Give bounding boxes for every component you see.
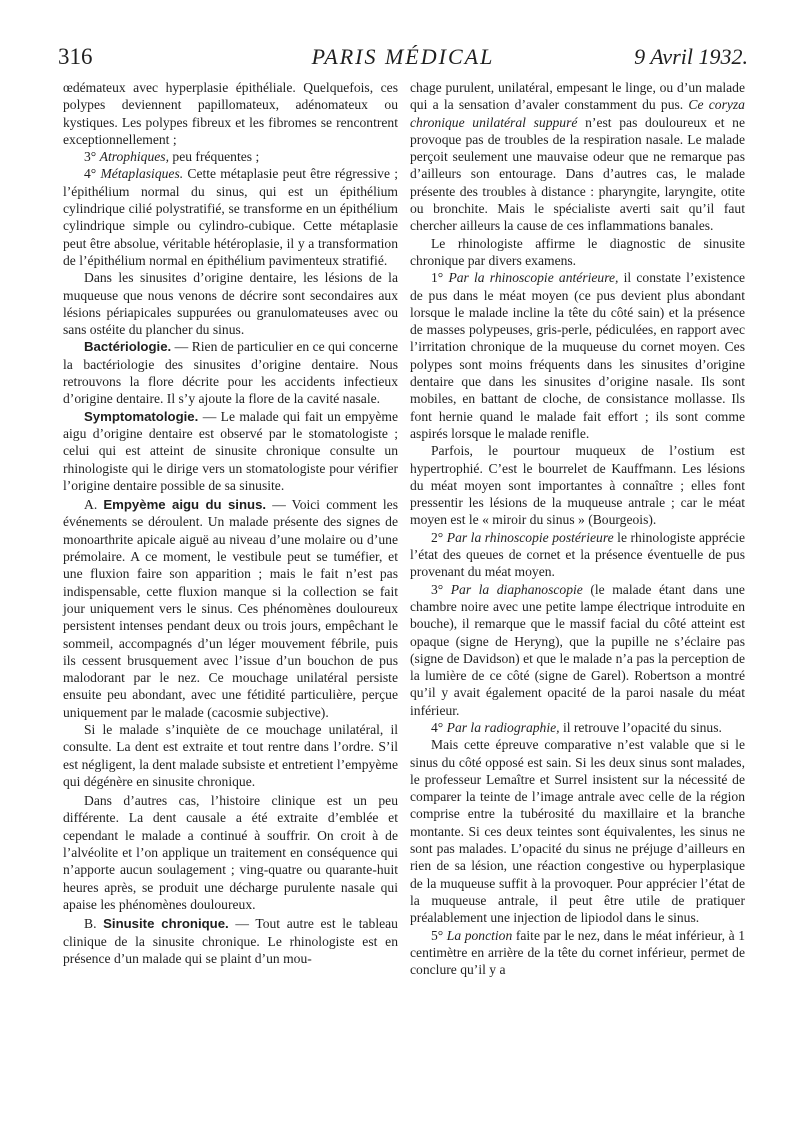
paragraph <box>63 165 398 269</box>
subsection-label: B. <box>84 916 97 932</box>
paragraph-text: — Tout autre est le tableau clinique de la sinusite chronique. Le rhinologiste est en présence d’un malade qui se plaint d’un mou- <box>63 916 398 966</box>
subsection-paragraph <box>63 915 398 967</box>
section-paragraph <box>63 408 398 494</box>
term: Par la rhinoscopie antérieure, <box>448 270 619 286</box>
subsection-heading: Sinusite chronique. <box>103 916 229 932</box>
subsection-paragraph <box>63 496 398 721</box>
paragraph-text: peu fréquentes ; <box>172 149 260 165</box>
paragraph-text: — Le malade qui fait un empyème aigu d’origine dentaire est observé par le stomatologiste ; celui qui est atteint de sinusite chronique consulte un rhinologiste qui le dirige vers un stomatologiste pour vérifier l’origine dentaire possible de sa sinusite. <box>63 408 398 493</box>
subsection-label: A. <box>84 497 98 513</box>
list-number: 5° <box>431 927 444 943</box>
list-number: 3° <box>431 581 444 597</box>
issue-date: 9 Avril 1932. <box>634 44 748 69</box>
paragraph <box>410 269 745 442</box>
list-number: 4° <box>431 719 444 735</box>
list-number: 2° <box>431 529 444 545</box>
paragraph-text: il retrouve l’opacité du sinus. <box>562 719 722 735</box>
paragraph: Mais cette épreuve comparative n’est valable que si le sinus du côté opposé est sain. Si les deux sinus sont malades, le professeur Lemaître et Surrel insistent sur la nécessité de comparer la teinte de l’image antrale avec celle de la région comprise entre la tubérosité du maxillaire et la branche montante. Si ces deux teintes sont équivalentes, les sinus ne sont pas malades. L’opacité du sinus ne préjuge d’ailleurs en rien de sa lésion, une réaction congestive ou hyperplasique de la muqueuse suffit à la provoquer. Pour apprécier l’état de la muqueuse antrale, il peut être utile de pratiquer préalablement une injection de lipiodol dans le sinus. <box>410 737 745 926</box>
section-paragraph <box>63 338 398 407</box>
emphasis: Ce coryza chronique unilatéral suppuré <box>410 97 745 130</box>
page-number: 316 <box>58 44 93 69</box>
term: Métaplasiques. <box>100 166 184 182</box>
paragraph-text: — Voici comment les événements se déroulent. Un malade présente des signes de monoarthrite apicale aiguë au niveau d’une molaire ou d’une prémolaire. A ce moment, le vestibule peut se tuméfier, et une fluxion faire son apparition ; mais le fait n’est pas indispensable, cette fluxion manque si la collection se fait jour uniquement vers le sinus. Ces phénomènes douloureux persistent intenses pendant deux ou trois jours, empêchant le sommeil, accompagnés d’un léger mouvement fébrile, puis ils cessent brusquement avec l’issue d’un bouchon de pus malodorant par le nez. Ce mouchage unilatéral persiste ensuite peu abondant, avec une fétidité particulière, perçue uniquement par le malade (cacosmie subjective). <box>63 497 398 720</box>
paragraph <box>410 581 745 719</box>
list-number: 1° <box>431 270 444 286</box>
term: Par la rhinoscopie postérieure <box>446 529 614 545</box>
list-number: 3° <box>84 149 97 165</box>
paragraph-text: (le malade étant dans une chambre noire avec une petite lampe électrique introduite en bouche), il remarque que le massif facial du côté atteint est opaque (signe de Heryng), que la pupille ne s’éclaire pas (signe de Davidson) et que le malade n’a pas la perception de la lumière de ce côté (signe de Garel). Robertson a montré qu’il y avait également opacité de la paroi nasale du méat inférieur. <box>410 581 745 718</box>
list-number: 4° <box>84 166 97 182</box>
paragraph <box>410 529 745 581</box>
term: La ponction <box>446 927 513 943</box>
running-header <box>58 44 748 74</box>
section-heading: Bactériologie. <box>84 339 172 355</box>
paragraph: Dans les sinusites d’origine dentaire, les lésions de la muqueuse que nous venons de décrire sont secondaires aux lésions périapicales suppurées ou granulomateuses avec ou sans ostéite du plancher du sinus. <box>63 270 398 338</box>
paragraph-text: n’est pas douloureux et ne provoque pas de troubles de la respiration nasale. Le malade perçoit seulement une mauvaise odeur que ne remarque pas d’ailleurs son entourage. Dans d’autres cas, le malade présente des troubles à distance : pharyngite, laryngite, otite ou bronchite. Mais le spécialiste averti sait qu’il faut chercher ailleurs la cause de ces inflammations banales. <box>410 114 745 234</box>
paragraph-text: Cette métaplasie peut être régressive ; l’épithélium normal du sinus, qui est un épithélium cylindrique cilié polystratifié, se transforme en un épithélium cylindrique simple ou cylindro-cubique. Cette métaplasie peut être absolue, véritable hétéroplasie, il y a transformation de l’épithélium normal en épithélium pavimenteux stratifié. <box>63 166 398 268</box>
subsection-heading: Empyème aigu du sinus. <box>103 497 267 513</box>
paragraph-text: il constate l’existence de pus dans le méat moyen (ce pus devient plus abondant lorsque le malade incline la tête du côté sain) et la présence de masses polypeuses, gris-perle, pédiculées, en rapport avec l’irritation chronique de la muqueuse du cornet moyen. Ces polypes sont moins fréquents dans les sinusites d’origine dentaire que dans les sinusites d’origine nasale. Ils sont mobiles, en battant de cloche, de consistance mollasse. Ils font hernie quand le malade fait effort ; ils sont comme aspirés lorsque le malade renifle. <box>410 270 746 441</box>
paragraph <box>63 148 398 165</box>
left-column <box>63 79 398 967</box>
paragraph: Parfois, le pourtour muqueux de l’ostium est hypertrophié. C’est le bourrelet de Kauffmann. Les lésions du méat moyen sont importantes à connaître ; elles font pressentir les lésions de la muqueuse antrale ; car le méat moyen est le « miroir du sinus » (Bourgeois). <box>410 443 745 528</box>
paragraph: Si le malade s’inquiète de ce mouchage unilatéral, il consulte. La dent est extraite et tout rentre dans l’ordre. S’il est négligent, la dent malade subsiste et entretient l’empyème qui dégénère en sinusite chronique. <box>63 721 398 789</box>
paragraph-text: le rhinologiste apprécie l’état des queues de cornet et la présence éventuelle de pus provenant du méat moyen. <box>410 529 745 580</box>
paragraph: Le rhinologiste affirme le diagnostic de sinusite chronique par divers examens. <box>410 235 745 268</box>
paragraph-text: — Rien de particulier en ce qui concerne la bactériologie des sinusites d’origine dentaire. Nous retrouvons la flore décrite pour les accidents infectieux d’origine dentaire. Il s’y ajoute la flore de la cavité nasale. <box>63 339 398 407</box>
journal-title: PARIS MÉDICAL <box>311 44 495 69</box>
section-heading: Symptomatologie. <box>84 408 199 424</box>
term: Par la radiographie, <box>446 719 560 735</box>
paragraph-text: faite par le nez, dans le méat inférieur, à 1 centimètre en arrière de la tête du cornet inférieur, permet de conclure qu’il y a <box>410 927 746 978</box>
paragraph <box>410 927 745 979</box>
term: Par la diaphanoscopie <box>450 581 583 597</box>
term: Atrophiques, <box>99 149 169 165</box>
right-column <box>410 79 745 978</box>
paragraph <box>410 719 745 736</box>
paragraph-text: chage purulent, unilatéral, empesant le linge, ou d’un malade qui a la sensation d’avaler constamment du pus. <box>410 80 745 113</box>
paragraph: Dans d’autres cas, l’histoire clinique est un peu différente. La dent causale a été extraite d’emblée et cependant le malade a continué à souffrir. On croit à de l’alvéolite et l’on applique un traitement en conséquence qui n’apporte aucun soulagement ; ving-quatre ou quarante-huit heures après, se produit une décharge purulente nasale qui apaise les phénomènes douloureux. <box>63 793 398 912</box>
paragraph <box>410 79 745 235</box>
paragraph: œdémateux avec hyperplasie épithéliale. Quelquefois, ces polypes deviennent papillomateux, adénomateux ou kystiques. Les polypes fibreux et les fibromes se rencontrent exceptionnellement ; <box>63 80 398 147</box>
